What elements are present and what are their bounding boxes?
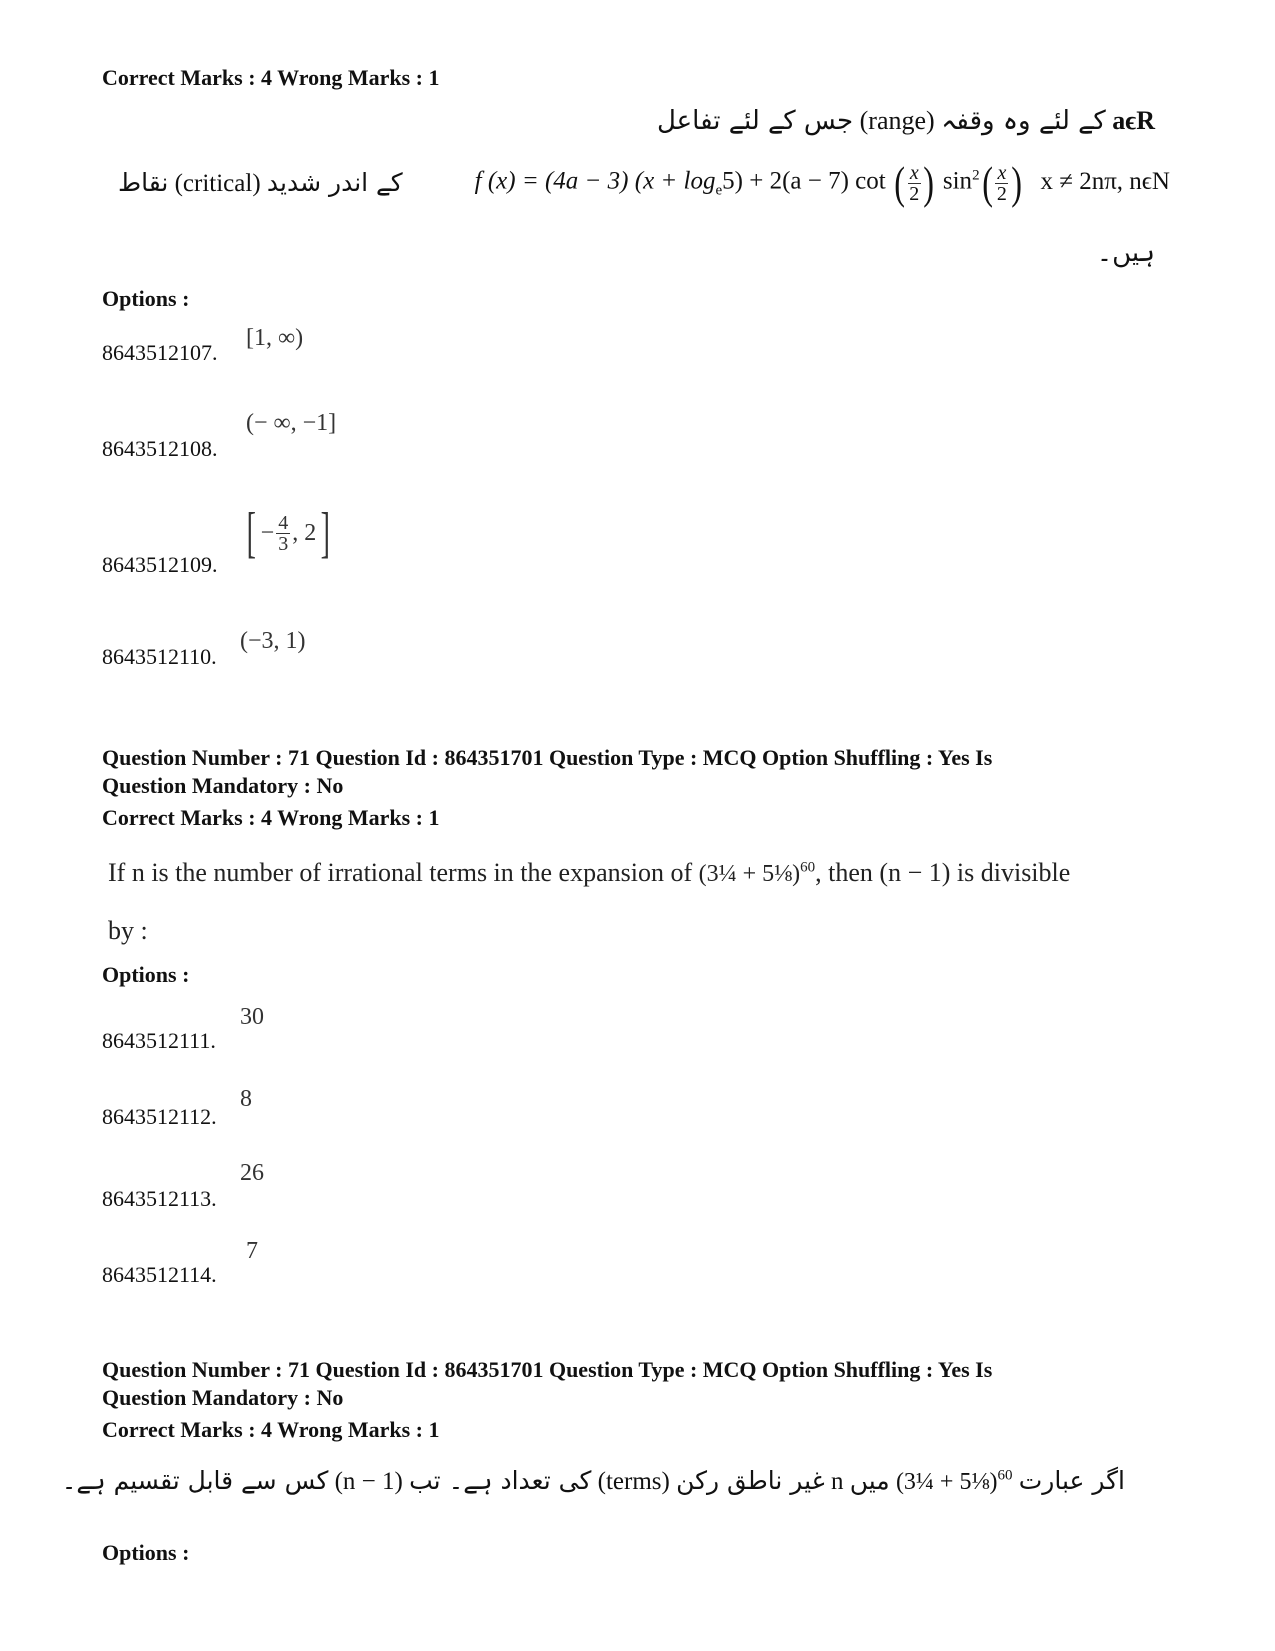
option-id: 8643512113. <box>102 1186 217 1211</box>
exponent: 60 <box>997 1467 1013 1484</box>
question-text-line2: by : <box>108 916 148 945</box>
exponent: 60 <box>800 859 816 876</box>
option-value[interactable]: 8 <box>240 1086 252 1112</box>
fraction-x-over-2: $\frac{x}{2}$ <box>909 161 920 205</box>
option-value[interactable]: [1, ∞) <box>246 325 304 351</box>
question-header-line2: Question Mandatory : No <box>102 773 344 798</box>
option-value[interactable]: 26 <box>240 1160 264 1186</box>
options-label: Options : <box>102 962 190 987</box>
urdu-text: کے اندر شدید <box>266 168 403 197</box>
question-math-line <box>118 157 1170 208</box>
option-id: 8643512109. <box>102 552 218 577</box>
urdu-text: کے لئے وہ وقفہ <box>941 106 1106 136</box>
critical-segment <box>118 168 403 198</box>
options-label: Options : <box>102 1540 190 1565</box>
option-id: 8643512107. <box>102 340 218 365</box>
question-header-line2: Question Mandatory : No <box>102 1385 344 1410</box>
function-mid: 5) + 2(a − 7) cot <box>722 167 886 195</box>
function-lhs: f (x) = (4a − 3) (x + log <box>474 167 716 195</box>
option-value[interactable]: 30 <box>240 1004 264 1030</box>
question-urdu-line1 <box>657 106 1155 136</box>
expansion-expression: (3¼ + 5⅛) <box>895 1469 998 1495</box>
question-urdu-text: کس سے قابل تقسیم ہے۔ (n − 1) کی تعداد ہے۔ تب (terms) غیر ناطق رکن n میں (3¼ + 5⅛)$^{60}$ اگر عبارت <box>61 1466 1125 1495</box>
option-value[interactable]: [ − $\frac{4}{3}$ , 2 ] <box>246 502 331 564</box>
urdu-text: نقاط <box>118 168 169 197</box>
option-value[interactable]: 7 <box>246 1238 258 1264</box>
options-label: Options : <box>102 286 190 311</box>
domain-condition: x ≠ 2nπ, nϵN <box>1040 167 1170 195</box>
option-value[interactable]: (− ∞, −1] <box>246 410 337 436</box>
function-expression: f (x) = (4a − 3) $(x + \log_e5) + 2(a - 7)$ cot ( $\frac{x}{2}$ ) $\sin^2$( $\frac{x}{2}$ ) x ≠ 2nπ, nϵN <box>474 157 1170 208</box>
option-id: 8643512110. <box>102 644 217 669</box>
range-term: (range) <box>859 106 935 135</box>
log-base: e <box>715 182 723 199</box>
marks-line: Correct Marks : 4 Wrong Marks : 1 <box>102 65 440 90</box>
option-id: 8643512112. <box>102 1104 217 1129</box>
critical-term: (critical) <box>174 170 261 197</box>
option-id: 8643512114. <box>102 1262 217 1287</box>
urdu-text: جس کے لئے تفاعل <box>656 106 854 136</box>
option-id: 8643512111. <box>102 1028 216 1053</box>
fraction-x-over-2: $\frac{x}{2}$ <box>996 161 1007 205</box>
expansion-expression: (3¼ + 5⅛) <box>698 861 801 887</box>
question-text: If n is the number of irrational terms in the expansion of (3¼ + 5⅛)$^{60}$, then (n − 1) is divisible <box>108 858 1071 887</box>
marks-line: Correct Marks : 4 Wrong Marks : 1 <box>102 1417 440 1442</box>
question-header: Question Number : 71 Question Id : 864351701 Question Type : MCQ Option Shuffling : Yes Is <box>102 745 993 770</box>
option-value[interactable]: (−3, 1) <box>240 628 306 654</box>
option-id: 8643512108. <box>102 436 218 461</box>
marks-line: Correct Marks : 4 Wrong Marks : 1 <box>102 805 440 830</box>
set-condition: aϵR <box>1112 106 1155 135</box>
sin-term: sin <box>942 167 973 195</box>
question-header: Question Number : 71 Question Id : 864351701 Question Type : MCQ Option Shuffling : Yes Is <box>102 1357 993 1382</box>
question-urdu-line3: ہیں۔ <box>1096 238 1155 268</box>
